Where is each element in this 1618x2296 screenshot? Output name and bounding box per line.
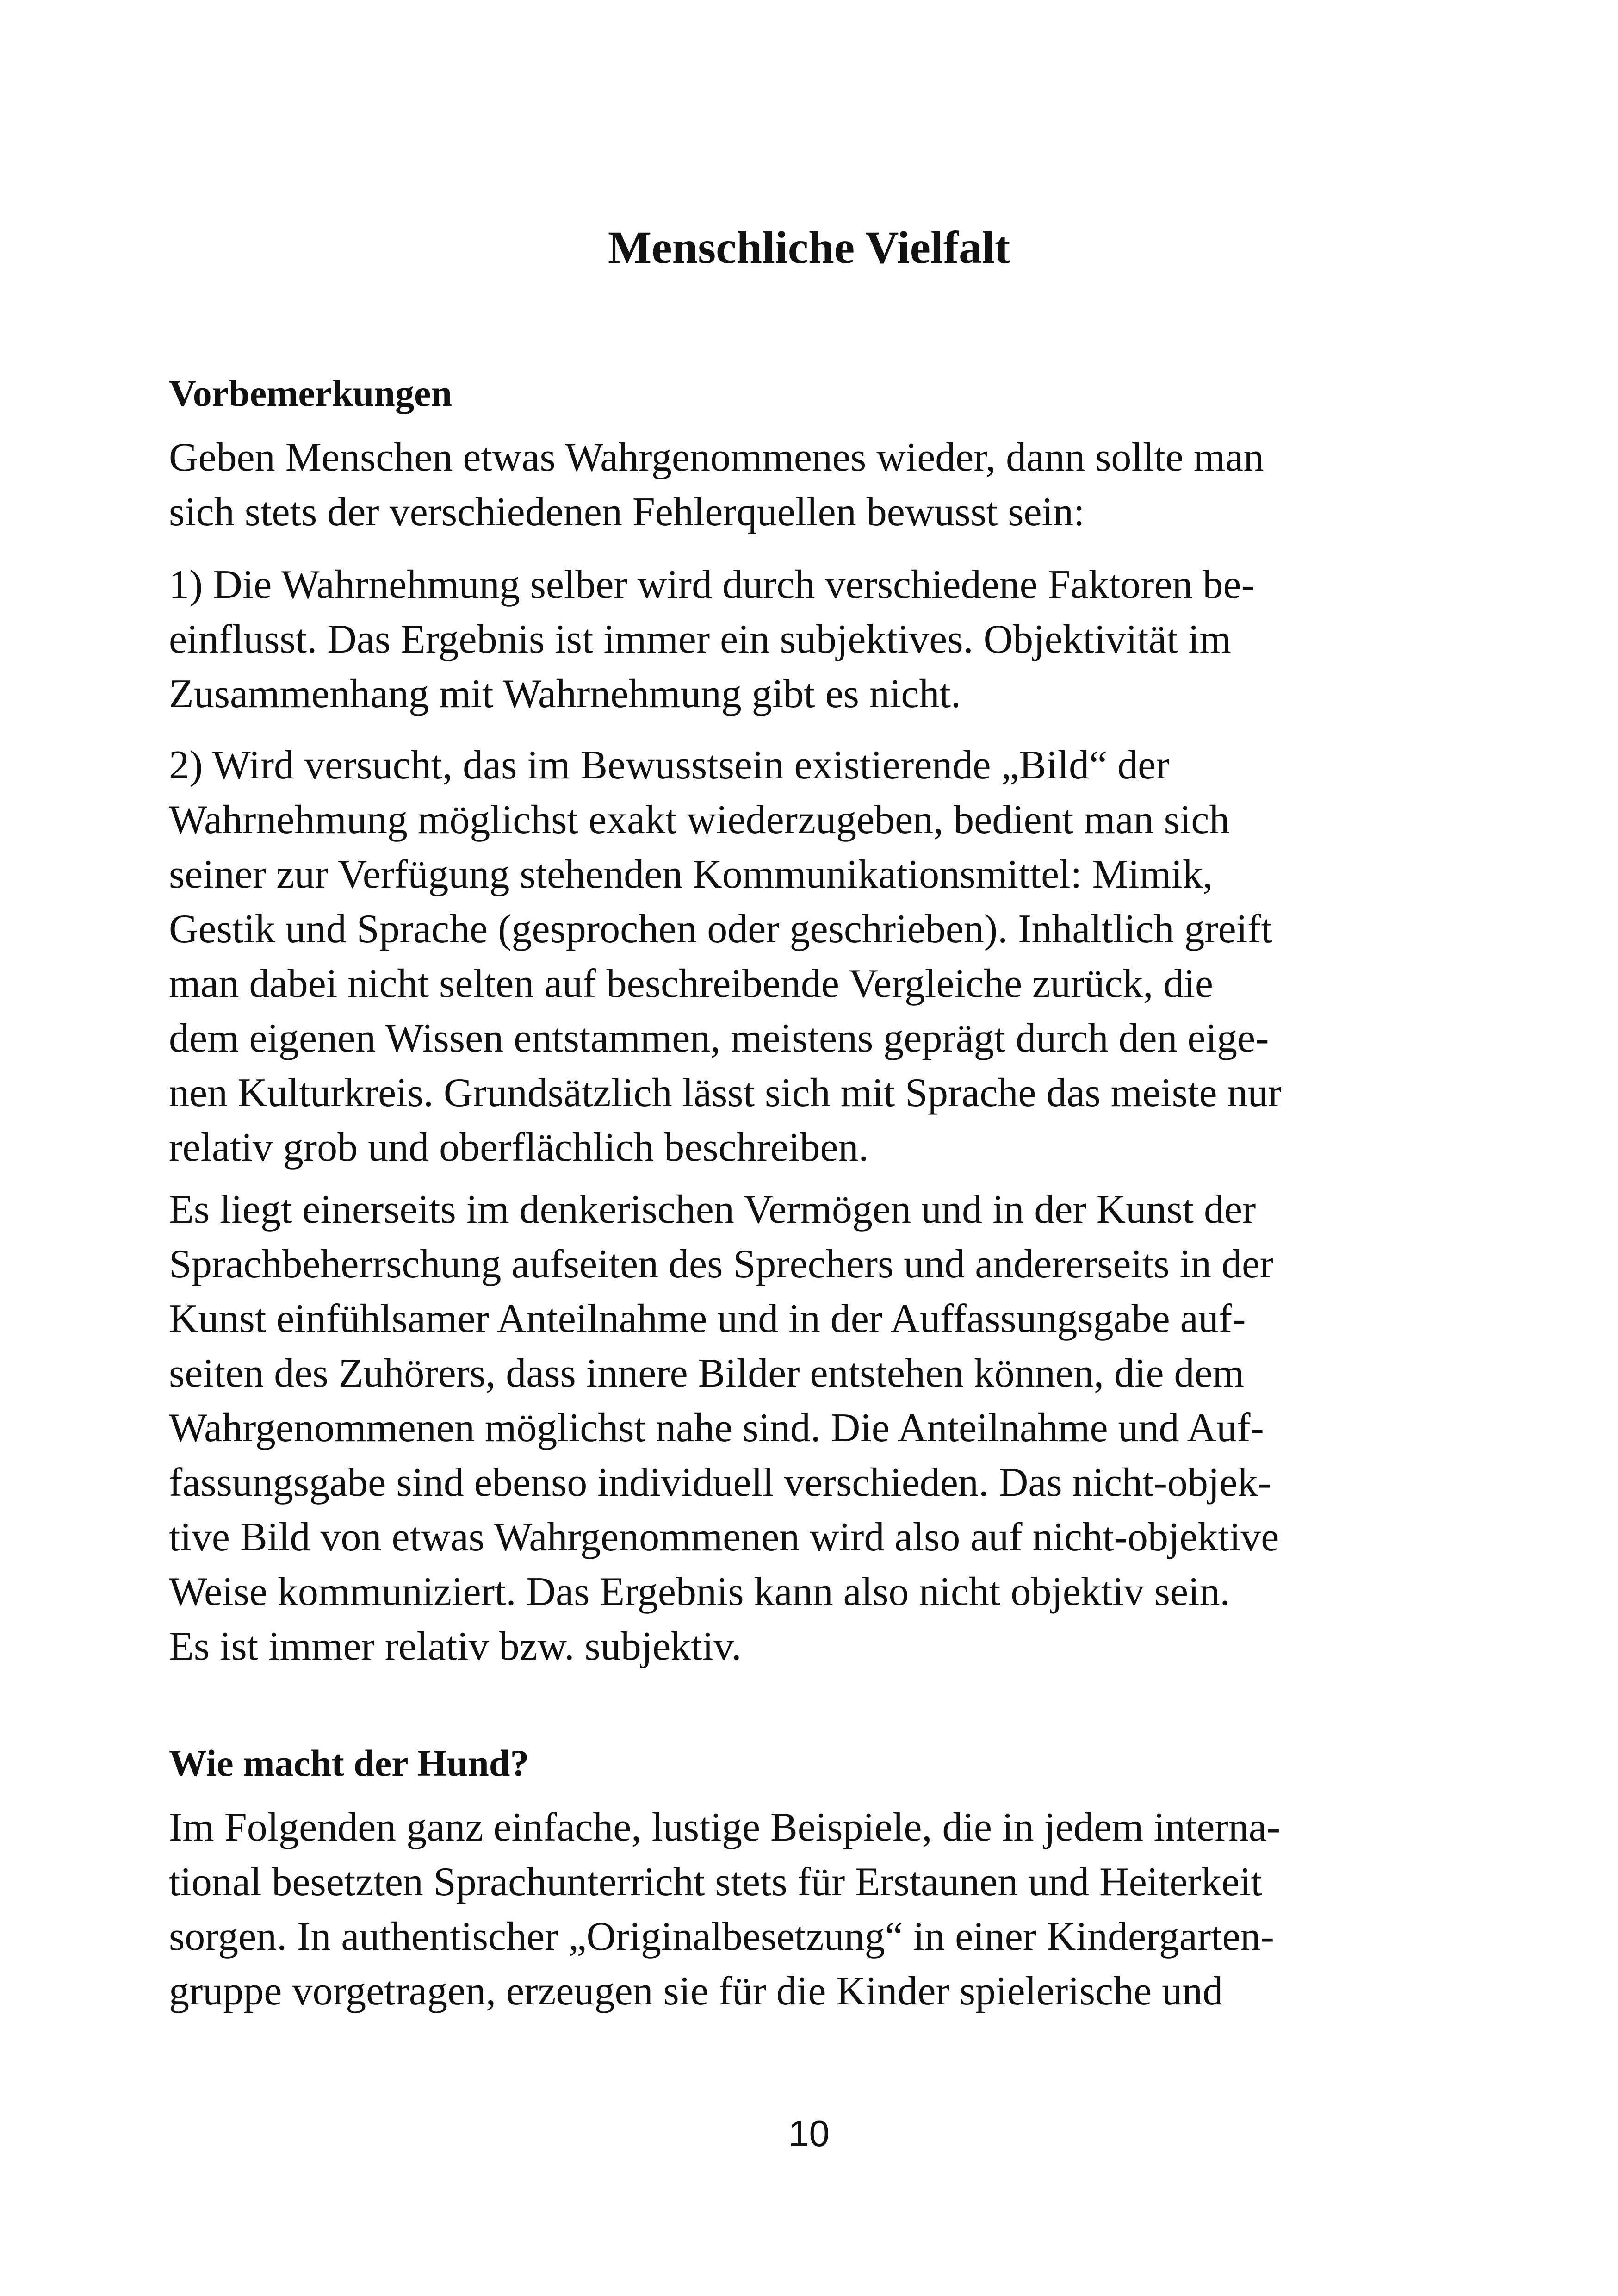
page-title: Menschliche Vielfalt	[608, 222, 1010, 273]
text-line: man dabei nicht selten auf beschreibende Vergleiche zurück, die	[169, 961, 1213, 1006]
text-line: dem eigenen Wissen entstammen, meistens geprägt durch den eige-	[169, 1016, 1269, 1061]
text-line: relativ grob und oberflächlich beschreiben.	[169, 1125, 869, 1170]
text-line: Geben Menschen etwas Wahrgenommenes wieder, dann sollte man	[169, 435, 1264, 480]
text-line: Wahrnehmung möglichst exakt wiederzugeben, bedient man sich	[169, 797, 1230, 842]
text-line: 2) Wird versucht, das im Bewusstsein existierende „Bild“ der	[169, 743, 1170, 788]
text-line: Es liegt einerseits im denkerischen Vermögen und in der Kunst der	[169, 1187, 1256, 1232]
text-line: gruppe vorgetragen, erzeugen sie für die Kinder spielerische und	[169, 1969, 1223, 2014]
text-line: sich stets der verschiedenen Fehlerquellen bewusst sein:	[169, 490, 1085, 535]
text-line: seiner zur Verfügung stehenden Kommunikationsmittel: Mimik,	[169, 852, 1213, 897]
section-heading-wie-macht-der-hund: Wie macht der Hund?	[169, 1742, 529, 1784]
text-line: nen Kulturkreis. Grundsätzlich lässt sich mit Sprache das meiste nur	[169, 1070, 1282, 1115]
text-line: einflusst. Das Ergebnis ist immer ein subjektives. Objektivität im	[169, 617, 1231, 662]
paragraph-hund-intro	[169, 1800, 1280, 2019]
text-line: Sprachbeherrschung aufseiten des Sprechers und andererseits in der	[169, 1242, 1274, 1287]
paragraph-intro	[169, 430, 1264, 540]
text-line: 1) Die Wahrnehmung selber wird durch verschiedene Faktoren be-	[169, 562, 1255, 607]
text-line: Es ist immer relativ bzw. subjektiv.	[169, 1624, 742, 1669]
text-line: Kunst einfühlsamer Anteilnahme und in der Auffassungsgabe auf-	[169, 1296, 1246, 1341]
text-line: Weise kommuniziert. Das Ergebnis kann also nicht objektiv sein.	[169, 1569, 1230, 1614]
text-line: tive Bild von etwas Wahrgenommenen wird also auf nicht-objektive	[169, 1515, 1279, 1560]
text-line: tional besetzten Sprachunterricht stets für Erstaunen und Heiterkeit	[169, 1860, 1262, 1904]
text-line: sorgen. In authentischer „Originalbesetzung“ in einer Kindergarten-	[169, 1914, 1274, 1959]
paragraph-conclusion	[169, 1182, 1279, 1674]
text-line: fassungsgabe sind ebenso individuell verschieden. Das nicht-objek-	[169, 1460, 1271, 1505]
page-number: 10	[788, 2113, 830, 2154]
text-line: Gestik und Sprache (gesprochen oder geschrieben). Inhaltlich greift	[169, 907, 1272, 952]
text-line: seiten des Zuhörers, dass innere Bilder entstehen können, die dem	[169, 1351, 1245, 1396]
text-line: Im Folgenden ganz einfache, lustige Beispiele, die in jedem interna-	[169, 1805, 1281, 1850]
text-line: Zusammenhang mit Wahrnehmung gibt es nicht.	[169, 672, 961, 716]
text-line: Wahrgenommenen möglichst nahe sind. Die Anteilnahme und Auf-	[169, 1406, 1264, 1450]
paragraph-point-1	[169, 558, 1255, 722]
section-heading-vorbemerkungen: Vorbemerkungen	[169, 372, 452, 414]
paragraph-point-2	[169, 738, 1282, 1175]
